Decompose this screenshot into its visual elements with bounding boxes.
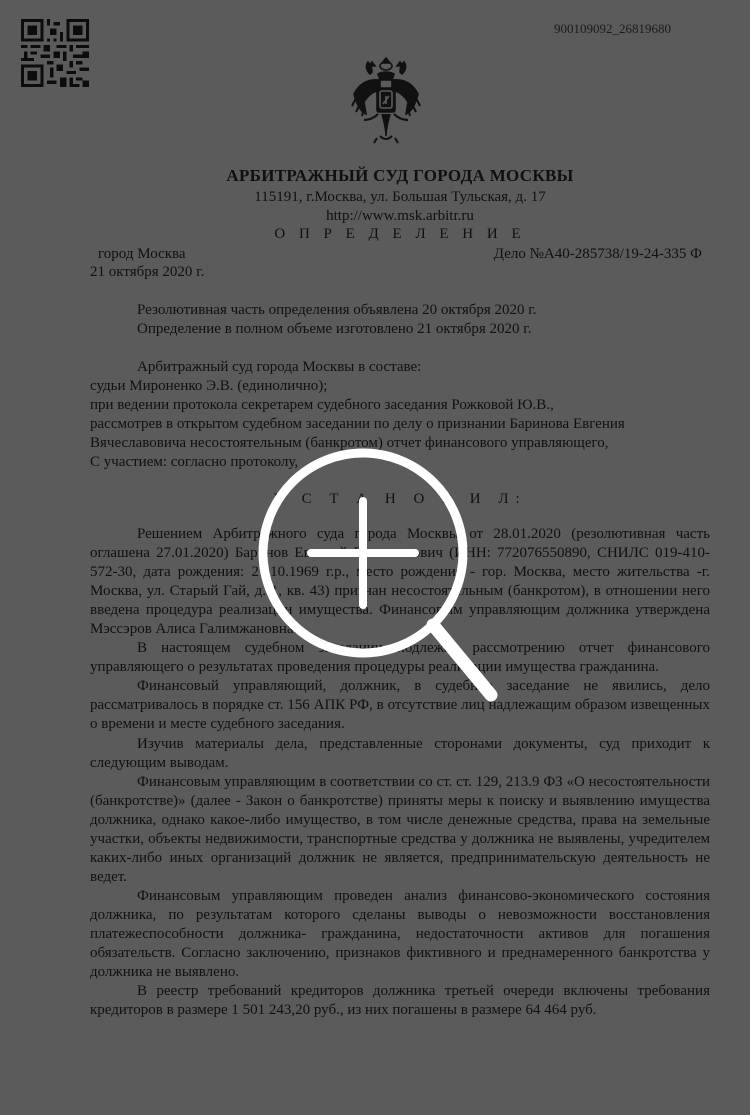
paragraph: В настоящем судебном заседании подлежал рассмотрению отчет финансового управляющего о результатах проведения процедуры реализации имущества гражданина. xyxy=(90,640,710,676)
zoom-in-icon[interactable] xyxy=(255,443,500,705)
document-id: 900109092_26819680 xyxy=(554,21,671,36)
secretary-line: при ведении протокола секретарем судебного заседания Рожковой Ю.В., xyxy=(90,397,554,413)
operative-part-line: Резолютивная часть определения объявлена 20 октября 2020 г. xyxy=(137,302,537,318)
debtor-line: Вячеславовича несостоятельным (банкротом) отчет финансового управляющего, xyxy=(90,435,609,451)
judge-line: судьи Мироненко Э.В. (единолично); xyxy=(90,378,328,394)
document-type: О П Р Е Д Е Л Е Н И Е xyxy=(274,226,526,242)
document-date: 21 октября 2020 г. xyxy=(90,264,205,280)
paragraph: Финансовым управляющим проведен анализ финансово-экономического состояния должника, по результатам которого сделаны выводы о невозможности восстановления платежеспособности должника- гражданина, недостаточности активов для погашения обязательств. Согласно заключению, признаков фиктивного и преднамеренного банкротства у должника не выявлено. xyxy=(90,887,710,981)
paragraph: Изучив материалы дела, представленные сторонами документы, суд приходит к следующим выводам. xyxy=(90,735,710,771)
coat-of-arms-icon xyxy=(350,52,422,148)
paragraph: Финансовым управляющим в соответствии со ст. ст. 129, 213.9 ФЗ «О несостоятельности (банкротстве)» (далее - Закон о банкротстве) приняты меры к поиску и выявлению имущества должника, однако какое-либо имущество, в том числе денежные средства, права на земельные участки, объекты недвижимости, транспортные средства у должника не выявлены, учредителем каких-либо иных организаций должник не является, предпринимательскую деятельность не ведет. xyxy=(90,773,710,885)
court-website: http://www.msk.arbitr.ru xyxy=(326,208,474,224)
established-heading: У С Т А Н О В И Л: xyxy=(273,491,527,507)
considered-line: рассмотрев в открытом судебном заседании по делу о признании Баринова Евгения xyxy=(90,416,625,432)
court-name: АРБИТРАЖНЫЙ СУД ГОРОДА МОСКВЫ xyxy=(226,166,574,185)
paragraph: Решением Арбитражного суда города Москвы от 28.01.2020 (резолютивная часть оглашена 27.01.2020) Баринов Евгений Вячеславович (ИНН: 772076550890, СНИЛС 019-410-572-30, дата рождения: 27.10.1969 г.р., место рождения - гор. Москва, место жительства -г. Москва, ул. Старый Гай, д. 1, кв. 43) признан несостоятельным (банкротом), в отношении него введена процедура реализации имущества. Финансовым управляющим должника утверждена Мэссэров Алиса Галимжановна. xyxy=(90,526,710,638)
paragraph: В реестр требований кредиторов должника третьей очереди включены требования кредиторов в размере 1 501 243,20 руб., из них погашены в размере 64 464 руб. xyxy=(90,983,710,1019)
city: город Москва xyxy=(98,246,186,262)
participation-line: С участием: согласно протоколу, xyxy=(90,454,299,470)
case-number: Дело №А40-285738/19-24-335 Ф xyxy=(493,246,702,262)
composition-line: Арбитражный суд города Москвы в составе: xyxy=(137,359,422,375)
full-text-line: Определение в полном объеме изготовлено 21 октября 2020 г. xyxy=(137,321,532,337)
court-address: 115191, г.Москва, ул. Большая Тульская, д. 17 xyxy=(254,189,546,205)
paragraph: Финансовый управляющий, должник, в судебное заседание не явились, дело рассматривалось в порядке ст. 156 АПК РФ, в отсутствие лиц надлежащим образом извещенных о времени и месте судебного заседания. xyxy=(90,678,710,733)
qr-code-icon xyxy=(21,19,89,87)
